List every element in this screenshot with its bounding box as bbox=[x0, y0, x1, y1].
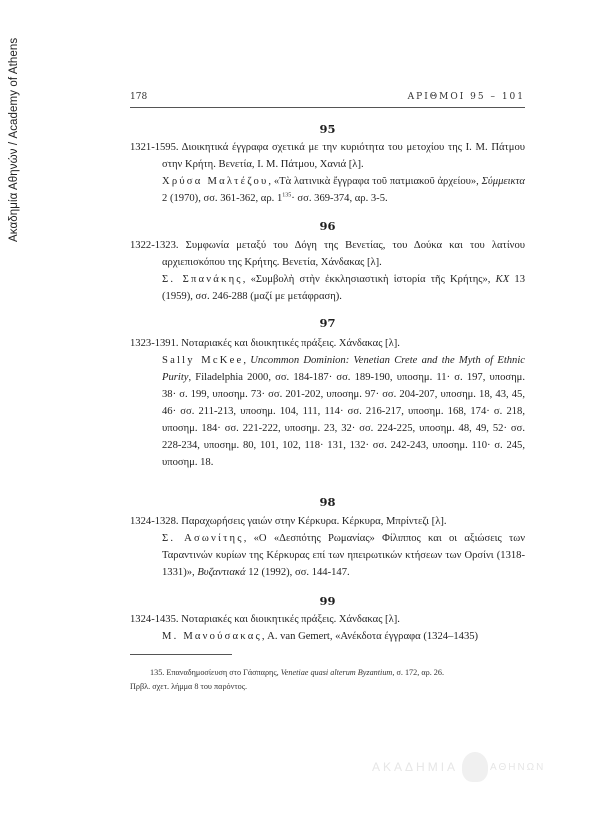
entry-reference bbox=[162, 271, 525, 305]
reference-title: ΚΧ bbox=[495, 274, 510, 285]
entry-number: 99 bbox=[319, 594, 336, 608]
reference-text: , «Ο «Δεσπότης Ρωμανίας» Φίλιππος και οι αξιώσεις των Ταραντινών κυρίων της Κέρκυρας επί των ηπειρωτικών κτήσεων των Ορσίνι (1318-1331)», bbox=[162, 533, 525, 578]
footnote-line bbox=[130, 666, 525, 680]
entry-reference bbox=[162, 173, 525, 207]
entry-description: 1324-1328. Παραχωρήσεις γαιών στην Κέρκυρα. Κέρκυρα, Μπρίντεζι [λ]. bbox=[130, 516, 447, 527]
page-header bbox=[130, 92, 525, 106]
watermark-text-right: ΑΘΗΝΩΝ bbox=[490, 762, 546, 773]
side-label: Ακαδημία Αθηνών / Academy of Athens bbox=[8, 37, 20, 242]
reference-text: 2 (1970), σσ. 361-362, αρ. 1 bbox=[162, 193, 283, 204]
footnote-title: Venetiae quasi alterum Byzantium bbox=[280, 668, 393, 677]
reference-author: Σ. Σπανάκης bbox=[162, 274, 243, 285]
entry-reference bbox=[162, 352, 525, 471]
footnote-marker: 135 bbox=[282, 192, 292, 199]
header-rule bbox=[130, 107, 525, 108]
footnote-text: , σ. 172, αρ. 26. bbox=[392, 668, 445, 677]
footnote-text: 135. Επαναδημοσίευση στο Γάσπαρης, bbox=[150, 668, 281, 677]
entry-description: 1322-1323. Συμφωνία μεταξύ του Δόγη της Βενετίας, του Δούκα και του λατίνου αρχιεπισκόπου της Κρήτης. Βενετία, Χάνδακας [λ]. bbox=[130, 240, 525, 268]
reference-text: , bbox=[243, 355, 251, 366]
watermark-text-left: ΑΚΑΔΗΜΙΑ bbox=[372, 760, 459, 774]
athena-head-icon bbox=[462, 752, 488, 782]
entry-reference bbox=[162, 628, 525, 645]
reference-text: , «Συμβολὴ στὴν ἐκκλησιαστικὴ ἱστορία τῆς Κρήτης», bbox=[242, 274, 496, 285]
reference-text: · σσ. 369-374, αρ. 3-5. bbox=[291, 193, 388, 204]
reference-author: Μ. Μανούσακας bbox=[162, 631, 262, 642]
reference-text: 13 (1959), σσ. 246-288 (μαζί με μετάφραση). bbox=[162, 274, 525, 302]
reference-author: Sally McKee bbox=[162, 355, 244, 366]
running-title: ΑΡΙΘΜΟΙ 95 – 101 bbox=[407, 92, 525, 102]
entry-number: 97 bbox=[319, 316, 336, 330]
page-number: 178 bbox=[130, 92, 148, 102]
entry-description: 1321-1595. Διοικητικά έγγραφα σχετικά με την κυριότητα του μετοχίου της Ι. Μ. Πάτμου στην Κρήτη. Βενετία, Ι. Μ. Πάτμου, Χανιά [λ]. bbox=[130, 142, 525, 170]
reference-author: Χρύσα Μαλτέζου bbox=[162, 176, 269, 187]
reference-text: , «Τὰ λατινικὰ ἔγγραφα τοῦ πατμιακοῦ ἀρχείου», bbox=[268, 176, 482, 187]
footnote bbox=[130, 666, 525, 694]
entry-number: 95 bbox=[319, 122, 336, 136]
entry-description: 1324-1435. Νοταριακές και διοικητικές πράξεις. Χάνδακας [λ]. bbox=[130, 614, 400, 625]
footnote-rule bbox=[130, 654, 232, 655]
academy-watermark bbox=[372, 752, 572, 792]
reference-text: , A. van Gemert, «Ανέκδοτα έγγραφα (1324–1435) bbox=[261, 631, 479, 642]
entry-number: 96 bbox=[319, 219, 336, 233]
entry-description: 1323-1391. Νοταριακές και διοικητικές πράξεις. Χάνδακας [λ]. bbox=[130, 338, 400, 349]
footnote-line: Πρβλ. σχετ. λήμμα 8 του παρόντος. bbox=[130, 682, 247, 691]
reference-title: Βυζαντιακά bbox=[197, 567, 246, 578]
entry-reference bbox=[162, 530, 525, 581]
reference-text: , Filadelphia 2000, σσ. 184-187· σσ. 189-190, υποσημ. 11· σ. 197, υποσημ. 38· σ. 199, υποσημ. 73· σσ. 201-202, υποσημ. 97· σσ. 204-207, υποσημ. 18, 43, 45, 46· σσ. 211-213, υποσημ. 104, 111, 114· σσ. 216-217, υποσημ. 168, 174· σ. 218, υποσημ. 184· σσ. 221-222, υποσημ. 23, 32· σσ. 224-225, υποσημ. 48, 49, 52· σσ. 228-234, υποσημ. 80, 101, 102, 118· 131, 132· σσ. 242-243, υποσημ. 110· σ. 245, υποσημ. 18. bbox=[162, 372, 525, 468]
reference-title: Uncommon Dominion: Venetian Crete and the Myth of Ethnic Purity bbox=[162, 355, 526, 383]
reference-title: Σύμμεικτα bbox=[481, 176, 525, 187]
reference-text: 12 (1992), σσ. 144-147. bbox=[245, 567, 350, 578]
reference-author: Σ. Ασωνίτης bbox=[162, 533, 244, 544]
entry-number: 98 bbox=[319, 495, 336, 509]
